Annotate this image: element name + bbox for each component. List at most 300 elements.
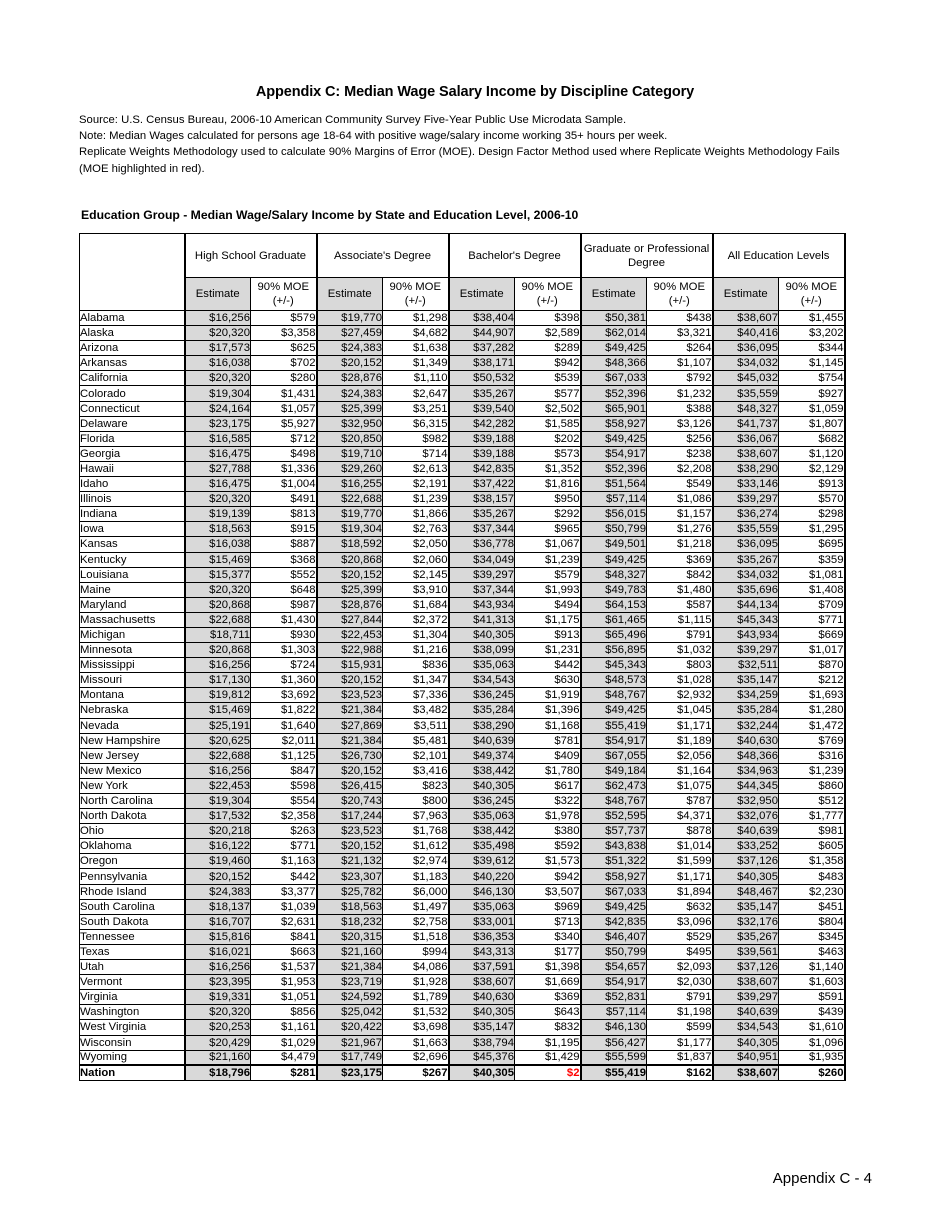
cell-value: $48,467 <box>713 884 779 899</box>
table-row <box>80 1020 845 1035</box>
cell-value: $669 <box>779 627 845 642</box>
cell-value: $7,963 <box>383 809 449 824</box>
cell-value: $1,232 <box>647 386 713 401</box>
row-state-label: Alabama <box>80 311 185 326</box>
cell-value: $264 <box>647 341 713 356</box>
cell-value: $35,284 <box>713 703 779 718</box>
table-row <box>80 627 845 642</box>
row-state-label: Nebraska <box>80 703 185 718</box>
table-row <box>80 960 845 975</box>
cell-value: $1,239 <box>383 492 449 507</box>
row-state-label: Washington <box>80 1005 185 1020</box>
table-row <box>80 341 845 356</box>
table-row <box>80 552 845 567</box>
cell-value: $48,327 <box>581 567 647 582</box>
cell-value: $40,639 <box>449 733 515 748</box>
cell-value: $4,371 <box>647 809 713 824</box>
cell-value: $442 <box>251 869 317 884</box>
row-state-label: Louisiana <box>80 567 185 582</box>
cell-value: $49,184 <box>581 763 647 778</box>
cell-value: $483 <box>779 869 845 884</box>
table-row <box>80 854 845 869</box>
cell-value: $1,537 <box>251 960 317 975</box>
table-row <box>80 522 845 537</box>
subheader-all-moe: 90% MOE (+/-) <box>779 278 845 311</box>
cell-value: $316 <box>779 748 845 763</box>
cell-value: $52,396 <box>581 386 647 401</box>
cell-value: $35,147 <box>449 1020 515 1035</box>
cell-value: $55,599 <box>581 1050 647 1065</box>
cell-value: $1,057 <box>251 401 317 416</box>
cell-value: $605 <box>779 839 845 854</box>
cell-value: $724 <box>251 658 317 673</box>
cell-value: $2,145 <box>383 567 449 582</box>
cell-value: $16,585 <box>185 431 251 446</box>
cell-value: $3,202 <box>779 326 845 341</box>
cell-value: $24,383 <box>317 341 383 356</box>
cell-value: $40,305 <box>713 1035 779 1050</box>
cell-value: $23,175 <box>185 416 251 431</box>
cell-value: $2,631 <box>251 914 317 929</box>
cell-value: $49,501 <box>581 537 647 552</box>
cell-value: $942 <box>515 356 581 371</box>
table-row <box>80 899 845 914</box>
cell-value: $860 <box>779 778 845 793</box>
cell-value: $369 <box>515 990 581 1005</box>
cell-value: $1,612 <box>383 839 449 854</box>
row-state-label: Alaska <box>80 326 185 341</box>
cell-value: $579 <box>515 567 581 582</box>
cell-value: $832 <box>515 1020 581 1035</box>
cell-value: $1,866 <box>383 507 449 522</box>
cell-value: $24,383 <box>185 884 251 899</box>
cell-value: $20,429 <box>185 1035 251 1050</box>
cell-value: $800 <box>383 794 449 809</box>
table-row <box>80 371 845 386</box>
cell-value: $913 <box>779 477 845 492</box>
row-state-label: Michigan <box>80 627 185 642</box>
cell-value: $663 <box>251 944 317 959</box>
cell-value: $18,563 <box>185 522 251 537</box>
cell-value: $20,152 <box>317 356 383 371</box>
cell-value: $1,175 <box>515 612 581 627</box>
cell-value: $21,160 <box>185 1050 251 1065</box>
row-state-label: Tennessee <box>80 929 185 944</box>
cell-value: $388 <box>647 401 713 416</box>
cell-value: $1,075 <box>647 778 713 793</box>
cell-value: $65,496 <box>581 627 647 642</box>
cell-value: $599 <box>647 1020 713 1035</box>
cell-value: $1,164 <box>647 763 713 778</box>
cell-value: $498 <box>251 446 317 461</box>
cell-value: $1,298 <box>383 311 449 326</box>
cell-value: $4,479 <box>251 1050 317 1065</box>
row-state-label: Ohio <box>80 824 185 839</box>
cell-value: $22,453 <box>317 627 383 642</box>
cell-value: $1,603 <box>779 975 845 990</box>
cell-value: $2,060 <box>383 552 449 567</box>
cell-value: $17,244 <box>317 809 383 824</box>
cell-value: $3,692 <box>251 688 317 703</box>
cell-value: $1,599 <box>647 854 713 869</box>
cell-value: $1,398 <box>515 960 581 975</box>
cell-value: $16,256 <box>185 311 251 326</box>
subheader-hs-moe: 90% MOE (+/-) <box>251 278 317 311</box>
cell-value: $54,917 <box>581 733 647 748</box>
cell-value: $44,134 <box>713 597 779 612</box>
cell-value: $870 <box>779 658 845 673</box>
cell-value: $40,305 <box>713 869 779 884</box>
cell-value: $591 <box>779 990 845 1005</box>
cell-value: $35,559 <box>713 522 779 537</box>
cell-value: $19,770 <box>317 311 383 326</box>
cell-value: $1,014 <box>647 839 713 854</box>
cell-value: $50,532 <box>449 371 515 386</box>
cell-value: $43,934 <box>713 627 779 642</box>
cell-value: $942 <box>515 869 581 884</box>
cell-value: $632 <box>647 899 713 914</box>
cell-value: $577 <box>515 386 581 401</box>
cell-value: $2,230 <box>779 884 845 899</box>
cell-value: $39,540 <box>449 401 515 416</box>
cell-value: $1,480 <box>647 582 713 597</box>
table-header <box>80 234 845 311</box>
cell-value: $212 <box>779 673 845 688</box>
table-row <box>80 386 845 401</box>
cell-value: $847 <box>251 763 317 778</box>
cell-value: $19,812 <box>185 688 251 703</box>
table-row <box>80 401 845 416</box>
row-state-label: Arkansas <box>80 356 185 371</box>
row-state-label: New York <box>80 778 185 793</box>
cell-value: $1,115 <box>647 612 713 627</box>
cell-value: $1,693 <box>779 688 845 703</box>
cell-value: $15,377 <box>185 567 251 582</box>
row-state-label: West Virginia <box>80 1020 185 1035</box>
cell-value: $17,130 <box>185 673 251 688</box>
cell-value: $39,561 <box>713 944 779 959</box>
cell-value: $1,125 <box>251 748 317 763</box>
group-header-high-school: High School Graduate <box>185 234 317 278</box>
cell-value: $18,563 <box>317 899 383 914</box>
cell-value: $1,157 <box>647 507 713 522</box>
cell-value: $570 <box>779 492 845 507</box>
table-row <box>80 809 845 824</box>
cell-value: $1,198 <box>647 1005 713 1020</box>
table-row <box>80 990 845 1005</box>
header-group-row <box>80 234 845 278</box>
cell-value: $16,122 <box>185 839 251 854</box>
cell-value: $38,290 <box>449 718 515 733</box>
row-state-label: South Dakota <box>80 914 185 929</box>
cell-value: $16,021 <box>185 944 251 959</box>
cell-value: $56,427 <box>581 1035 647 1050</box>
table-row <box>80 461 845 476</box>
cell-value: $19,304 <box>317 522 383 537</box>
cell-value: $20,315 <box>317 929 383 944</box>
cell-value: $20,152 <box>317 567 383 582</box>
cell-value: $48,573 <box>581 673 647 688</box>
cell-value: $67,055 <box>581 748 647 763</box>
cell-value: $23,523 <box>317 824 383 839</box>
cell-value: $648 <box>251 582 317 597</box>
cell-value: $1,360 <box>251 673 317 688</box>
cell-value: $1,431 <box>251 386 317 401</box>
cell-value: $49,425 <box>581 703 647 718</box>
cell-value: $35,696 <box>713 582 779 597</box>
cell-value: $32,244 <box>713 718 779 733</box>
row-state-label: New Jersey <box>80 748 185 763</box>
cell-value: $1,768 <box>383 824 449 839</box>
cell-value: $927 <box>779 386 845 401</box>
cell-value: $256 <box>647 431 713 446</box>
cell-value: $20,320 <box>185 582 251 597</box>
cell-value: $769 <box>779 733 845 748</box>
cell-value: $20,320 <box>185 492 251 507</box>
cell-value: $771 <box>779 612 845 627</box>
cell-value: $45,376 <box>449 1050 515 1065</box>
cell-value: $1,029 <box>251 1035 317 1050</box>
cell-value: $67,033 <box>581 884 647 899</box>
cell-value: $24,164 <box>185 401 251 416</box>
table-row <box>80 446 845 461</box>
cell-value: $1,807 <box>779 416 845 431</box>
row-state-label: Mississippi <box>80 658 185 673</box>
cell-value: $1,110 <box>383 371 449 386</box>
cell-value: $25,782 <box>317 884 383 899</box>
table-row <box>80 824 845 839</box>
cell-value: $2,056 <box>647 748 713 763</box>
table-row <box>80 537 845 552</box>
cell-value: $32,950 <box>317 416 383 431</box>
cell-value: $202 <box>515 431 581 446</box>
cell-value: $24,383 <box>317 386 383 401</box>
cell-value: $57,737 <box>581 824 647 839</box>
cell-value: $15,931 <box>317 658 383 673</box>
cell-value: $45,032 <box>713 371 779 386</box>
cell-value: $491 <box>251 492 317 507</box>
cell-value: $49,425 <box>581 552 647 567</box>
cell-value: $16,707 <box>185 914 251 929</box>
cell-value: $56,015 <box>581 507 647 522</box>
cell-value: $368 <box>251 552 317 567</box>
row-state-label: North Dakota <box>80 809 185 824</box>
cell-value: $44,907 <box>449 326 515 341</box>
cell-value: $37,344 <box>449 522 515 537</box>
cell-value: $3,482 <box>383 703 449 718</box>
cell-value: $50,381 <box>581 311 647 326</box>
cell-value: $48,366 <box>581 356 647 371</box>
cell-value: $2,974 <box>383 854 449 869</box>
cell-value: $539 <box>515 371 581 386</box>
cell-value: $1,081 <box>779 567 845 582</box>
cell-value: $3,511 <box>383 718 449 733</box>
cell-value: $2,129 <box>779 461 845 476</box>
cell-value: $46,130 <box>449 884 515 899</box>
cell-value: $2,050 <box>383 537 449 552</box>
cell-value: $38,157 <box>449 492 515 507</box>
cell-value: $32,511 <box>713 658 779 673</box>
row-state-label: Hawaii <box>80 461 185 476</box>
cell-value: $1,347 <box>383 673 449 688</box>
cell-value: $18,137 <box>185 899 251 914</box>
cell-value: $5,927 <box>251 416 317 431</box>
cell-value: $263 <box>251 824 317 839</box>
cell-value: $1,120 <box>779 446 845 461</box>
cell-value: $1,168 <box>515 718 581 733</box>
cell-value: $20,850 <box>317 431 383 446</box>
cell-value: $33,146 <box>713 477 779 492</box>
row-state-label: Rhode Island <box>80 884 185 899</box>
cell-value: $40,951 <box>713 1050 779 1065</box>
cell-value: $3,507 <box>515 884 581 899</box>
cell-value: $16,256 <box>185 658 251 673</box>
cell-value: $21,384 <box>317 960 383 975</box>
cell-value: $579 <box>251 311 317 326</box>
note-source: Source: U.S. Census Bureau, 2006-10 American Community Survey Five-Year Public Use Microdata Sample. <box>79 114 627 126</box>
cell-value: $48,327 <box>713 401 779 416</box>
cell-value: $38,442 <box>449 824 515 839</box>
cell-value: $38,607 <box>713 446 779 461</box>
cell-value: $32,176 <box>713 914 779 929</box>
cell-value: $18,232 <box>317 914 383 929</box>
cell-value: $45,343 <box>581 658 647 673</box>
cell-value: $617 <box>515 778 581 793</box>
cell-value: $1,638 <box>383 341 449 356</box>
cell-value: $35,147 <box>713 899 779 914</box>
cell-value: $38,290 <box>713 461 779 476</box>
cell-value: $1,352 <box>515 461 581 476</box>
subheader-bach-estimate: Estimate <box>449 278 515 311</box>
cell-value: $4,086 <box>383 960 449 975</box>
cell-value: $57,114 <box>581 492 647 507</box>
cell-value: $36,778 <box>449 537 515 552</box>
cell-value: $38,607 <box>713 311 779 326</box>
cell-value: $51,564 <box>581 477 647 492</box>
cell-value: $50,799 <box>581 944 647 959</box>
group-header-graduate: Graduate or Professional Degree <box>581 234 713 278</box>
table-body <box>80 311 845 1081</box>
cell-value: $771 <box>251 839 317 854</box>
cell-value: $35,267 <box>713 552 779 567</box>
row-state-label: Oklahoma <box>80 839 185 854</box>
header-sub-row <box>80 278 845 311</box>
row-state-label: Kentucky <box>80 552 185 567</box>
cell-value: $39,297 <box>713 990 779 1005</box>
cell-value: $34,049 <box>449 552 515 567</box>
cell-value: $49,425 <box>581 341 647 356</box>
cell-value: $56,895 <box>581 643 647 658</box>
cell-value: $1,067 <box>515 537 581 552</box>
cell-value: $1,349 <box>383 356 449 371</box>
cell-value: $3,251 <box>383 401 449 416</box>
row-state-label: Maryland <box>80 597 185 612</box>
cell-value: $28,876 <box>317 597 383 612</box>
cell-value: $2,647 <box>383 386 449 401</box>
table-row <box>80 778 845 793</box>
page-footer: Appendix C - 4 <box>772 1170 872 1187</box>
cell-value: $34,032 <box>713 356 779 371</box>
cell-value: $15,469 <box>185 552 251 567</box>
cell-value: $55,419 <box>581 718 647 733</box>
cell-value: $37,422 <box>449 477 515 492</box>
cell-value: $24,592 <box>317 990 383 1005</box>
cell-value: $38,404 <box>449 311 515 326</box>
cell-value: $702 <box>251 356 317 371</box>
table-row <box>80 839 845 854</box>
cell-value: $34,259 <box>713 688 779 703</box>
cell-value: $1,497 <box>383 899 449 914</box>
cell-value: $1,953 <box>251 975 317 990</box>
cell-value: $20,152 <box>185 869 251 884</box>
cell-value: $714 <box>383 446 449 461</box>
cell-value: $345 <box>779 929 845 944</box>
table-row <box>80 748 845 763</box>
cell-value: $1,107 <box>647 356 713 371</box>
cell-value: $369 <box>647 552 713 567</box>
cell-value: $2,208 <box>647 461 713 476</box>
cell-value: $695 <box>779 537 845 552</box>
cell-value: $6,315 <box>383 416 449 431</box>
cell-value: $913 <box>515 627 581 642</box>
cell-value: $21,384 <box>317 703 383 718</box>
row-state-label: New Mexico <box>80 763 185 778</box>
cell-value: $43,934 <box>449 597 515 612</box>
cell-value: $26,730 <box>317 748 383 763</box>
cell-value: $1,610 <box>779 1020 845 1035</box>
cell-value: $58,927 <box>581 869 647 884</box>
cell-value: $6,000 <box>383 884 449 899</box>
cell-value: $54,917 <box>581 446 647 461</box>
page-title: Appendix C: Median Wage Salary Income by Discipline Category <box>255 84 695 100</box>
cell-value: $1,928 <box>383 975 449 990</box>
cell-value: $625 <box>251 341 317 356</box>
cell-value: $57,114 <box>581 1005 647 1020</box>
cell-value: $42,282 <box>449 416 515 431</box>
cell-value: $2,011 <box>251 733 317 748</box>
row-state-label: New Hampshire <box>80 733 185 748</box>
cell-value: $981 <box>779 824 845 839</box>
cell-value: $1,039 <box>251 899 317 914</box>
row-state-label: Kansas <box>80 537 185 552</box>
cell-value: $1,195 <box>515 1035 581 1050</box>
cell-value: $33,252 <box>713 839 779 854</box>
cell-value: $23,175 <box>317 1065 383 1080</box>
cell-value: $39,297 <box>449 567 515 582</box>
cell-value: $1,096 <box>779 1035 845 1050</box>
cell-value: $3,416 <box>383 763 449 778</box>
cell-value: $3,358 <box>251 326 317 341</box>
cell-value: $16,256 <box>185 960 251 975</box>
cell-value: $823 <box>383 778 449 793</box>
cell-value: $573 <box>515 446 581 461</box>
cell-value: $298 <box>779 507 845 522</box>
cell-value: $592 <box>515 839 581 854</box>
cell-value: $1,145 <box>779 356 845 371</box>
cell-value: $495 <box>647 944 713 959</box>
cell-value: $709 <box>779 597 845 612</box>
cell-value: $1,051 <box>251 990 317 1005</box>
cell-value: $1,189 <box>647 733 713 748</box>
cell-value: $260 <box>779 1065 845 1080</box>
cell-value: $439 <box>779 1005 845 1020</box>
cell-value: $25,399 <box>317 401 383 416</box>
cell-value: $791 <box>647 990 713 1005</box>
cell-value: $1,573 <box>515 854 581 869</box>
row-state-label: Pennsylvania <box>80 869 185 884</box>
cell-value: $398 <box>515 311 581 326</box>
cell-value: $3,126 <box>647 416 713 431</box>
